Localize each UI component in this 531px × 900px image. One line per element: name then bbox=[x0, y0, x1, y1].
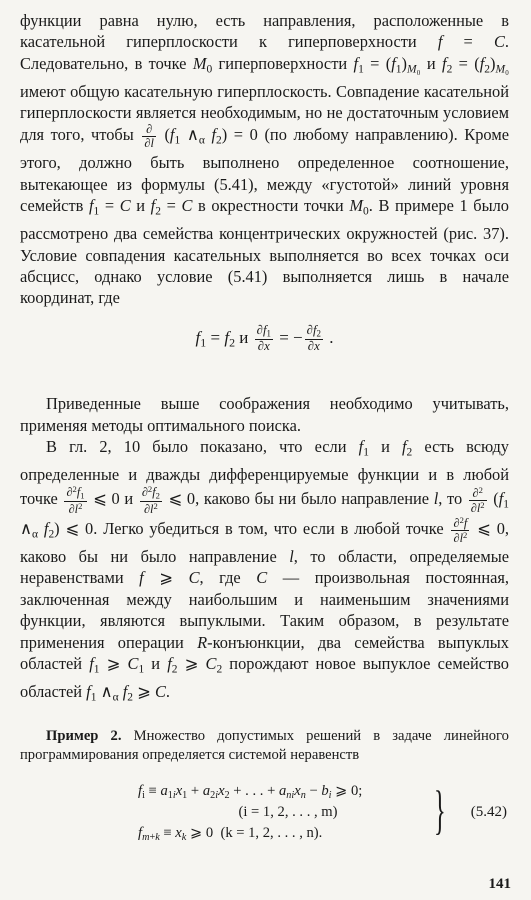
system-lines bbox=[138, 781, 428, 844]
formula-gradient-condition: $f_1 = f_2$ и $\frac{\partial f_1}{\partial x}$ = − $\frac{\partial f_2}{\partial x}$ . bbox=[195, 323, 334, 354]
paragraph-optimal-search: Приведенные выше соображения необходимо учитывать, применяя методы оптимального поиска. bbox=[20, 394, 509, 435]
system-line-2: (i = 1, 2, . . . , m) bbox=[238, 803, 338, 820]
page-number: 141 bbox=[488, 876, 511, 892]
system-line-3: $f_{m+k} \equiv x_k$ ⩾ 0 (k = 1, 2, . . . , n). bbox=[138, 824, 323, 843]
example-2: Пример 2. Множество допустимых решений в задаче линейного программирования определяется системой неравенств bbox=[20, 727, 509, 763]
paragraph-convexity: В гл. 2, 10 было показано, что если $f_1$ и $f_2$ есть всюду определенные и дважды дифференцируемые функции и в любой точке $\frac{\partial^2f_1}{\partial l^2}$ ⩽ 0 и $\frac{\partial^2f_2}{\partial l^2}$ ⩽ 0, каково бы ни было направление l, то $\frac{\partial^2}{\partial l^2}$ ($f_1$ $\wedge_\alpha$ $f_2$) ⩽ 0. Легко убедиться в том, что если в любой точке $\frac{\partial^2f}{\partial l^2}$ ⩽ 0, каково бы ни было направление l, то области, определяемые неравенствами f ⩾ C, где C — произвольная постоянная, заключенная между наибольшим и наименьшим значениями функции, являются выпуклыми. Таким образом, в результате применения операции R-конъюнкции, два семейства выпуклых областей $f_1$ ⩾ $C_1$ и $f_2$ ⩾ $C_2$ порождают новое выпуклое семейство областей $f_1$ $\wedge_\alpha$ $f_2$ ⩾ C. bbox=[20, 437, 510, 704]
inequality-system bbox=[20, 781, 509, 847]
system-line-1: $f_i \equiv a_{1i}x_1 + a_{2i}x_2$ + . . . + $a_{ni}x_n - b_i$ ⩾ 0; bbox=[138, 782, 363, 801]
equation-number: (5.42) bbox=[470, 803, 507, 820]
right-brace: } bbox=[434, 779, 446, 840]
example-label: Пример 2. bbox=[46, 727, 122, 744]
paragraph-tangent-hyperplane: функции равна нулю, есть направления, расположенные в касательной гиперплоскости к гиперповерхности f = C. Следовательно, в точке $M_0$ гиперповерхности $f_1 = (f_1)_{M_0}$ и $f_2 = (f_2)_{M_0}$ имеют общую касательную гиперплоскость. Совпадение касательной гиперплоскости является необходимым, но не достаточным условием для того, чтобы $\frac{\partial}{\partial l}$ ($f_1$ $\wedge_\alpha$ $f_2) = 0$ (по любому направлению). Кроме этого, должно быть выполнено определенное соотношение, вытекающее из формулы (5.41), между «густотой» линий уровня семейств $f_1 = C$ и $f_2 = C$ в окрестности точки $M_0$. В примере 1 было рассмотрено два семейства концентрических окружностей (рис. 37). Условие совпадения касательных выполняется во всех точках оси абсцисс, однако условие (5.41) выполняется лишь в начале координат, где bbox=[20, 11, 510, 308]
